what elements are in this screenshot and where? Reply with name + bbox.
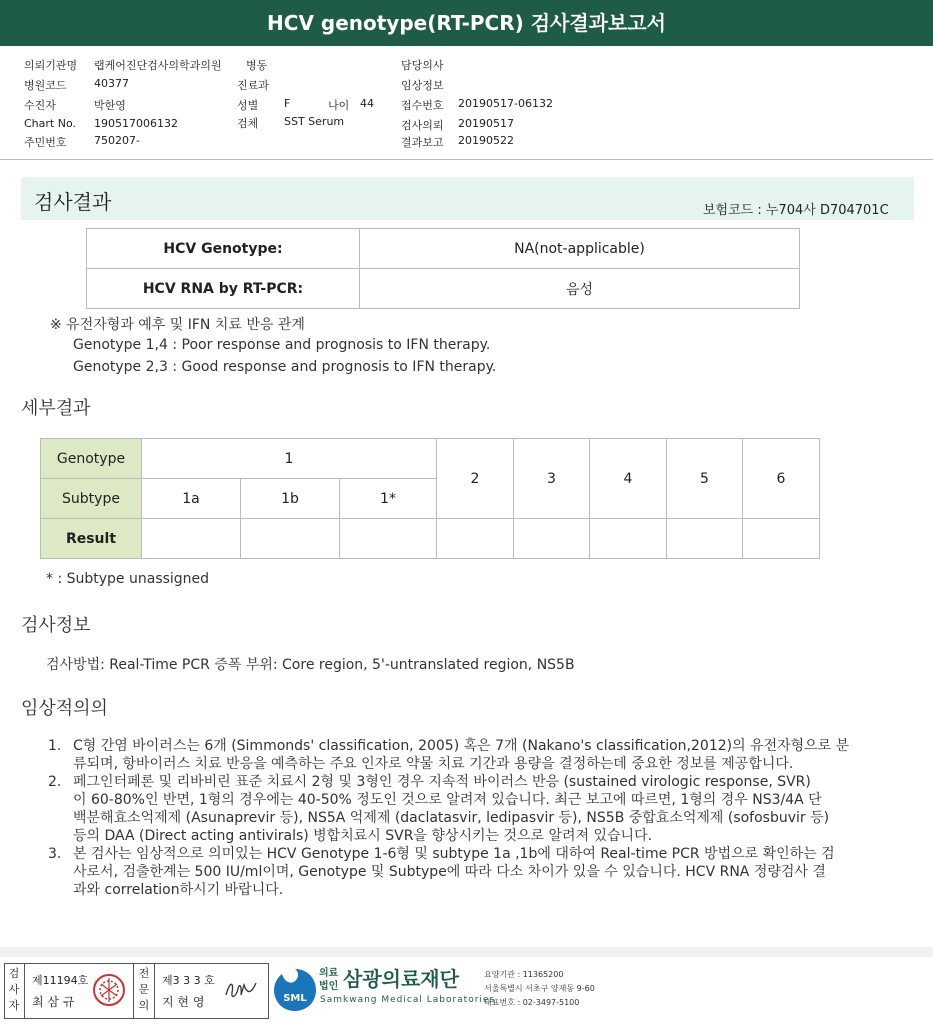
org-prefix: [319, 967, 338, 993]
result-cell: [590, 519, 667, 559]
genotype-cell: 4: [590, 439, 667, 519]
note-title: ※ 유전자형과 예후 및 IFN 치료 반응 관계: [50, 317, 305, 333]
footer-divider: [0, 947, 933, 957]
clinical-list: [46, 737, 922, 899]
result-cell: [743, 519, 820, 559]
result-cell: [437, 519, 514, 559]
specialist-label-char: 전: [138, 967, 150, 980]
inspector-seal: [92, 972, 126, 1008]
specialist-label-char: 문: [138, 983, 150, 996]
result-key: HCV RNA by RT-PCR:: [87, 269, 360, 309]
ward-label: 병동: [246, 59, 268, 72]
specialist-label-box: [133, 963, 155, 1019]
inspector-label-char: 사: [8, 983, 20, 996]
result-cell: [142, 519, 241, 559]
subtype-cell: 1a: [142, 479, 241, 519]
subtype-cell: 1b: [241, 479, 340, 519]
chart-value: 190517006132: [94, 117, 178, 130]
result-value: 음성: [360, 269, 800, 309]
sml-logo-icon: [270, 965, 320, 1015]
genotype-table: [40, 438, 820, 559]
result-cell: [514, 519, 590, 559]
request-date-label: 검사의뢰: [401, 119, 444, 132]
org-address: 서울특별시 서초구 양재동 9-60: [484, 984, 595, 993]
genotype-cell: 3: [514, 439, 590, 519]
list-line: C형 간염 바이러스는 6개 (Simmonds' classification, 2005) 혹은 7개 (Nakano's classification,2012)의 유전자형으로 분: [73, 738, 850, 754]
specimen-label: 검체: [237, 117, 259, 130]
result-value: NA(not-applicable): [360, 229, 800, 269]
org-name: 삼광의료재단: [343, 967, 459, 991]
list-line: 등의 DAA (Direct acting antivirals) 병합치료시 SVR을 향상시키는 것으로 알려져 있습니다.: [73, 828, 653, 844]
resident-value: 750207-: [94, 134, 140, 147]
specialist-name: 지 현 영: [162, 995, 205, 1009]
inspector-number: 제11194호: [32, 974, 89, 987]
accession-label: 접수번호: [401, 99, 444, 112]
specialist-label-char: 의: [138, 999, 150, 1012]
note-line: Genotype 1,4 : Poor response and prognosis to IFN therapy.: [73, 337, 491, 353]
logo-text: SML: [283, 993, 307, 1004]
result-cell: [340, 519, 437, 559]
specialist-number: 제3 3 3 호: [162, 974, 215, 987]
list-line: 백분해효소억제제 (Asunaprevir 등), NS5A 억제제 (daclatasvir, ledipasvir 등), NS5B 중합효소억제제 (sofosbuvir 등): [73, 810, 830, 826]
table-row: [87, 229, 800, 269]
sex-value: F: [284, 97, 291, 110]
list-item: [46, 845, 922, 899]
org-phone: 대표번호 : 02-3497-5100: [484, 998, 580, 1007]
note-line: Genotype 2,3 : Good response and prognosis to IFN therapy.: [73, 359, 497, 375]
list-number: 1.: [48, 738, 62, 754]
detail-section-title: 세부결과: [21, 398, 91, 419]
subtype-footnote: * : Subtype unassigned: [46, 571, 210, 587]
recipient-value: 박한영: [94, 99, 126, 112]
clinical-label: 임상정보: [401, 79, 444, 92]
table-row: [87, 269, 800, 309]
list-item: [46, 737, 922, 773]
genotype-header: Genotype: [41, 439, 142, 479]
attending-label: 담당의사: [401, 59, 444, 72]
subtype-cell: 1*: [340, 479, 437, 519]
accession-value: 20190517-06132: [458, 97, 553, 110]
age-value: 44: [360, 97, 374, 110]
genotype-cell: 1: [142, 439, 437, 479]
inspector-label-char: 자: [8, 999, 20, 1012]
table-row: [41, 439, 820, 479]
genotype-cell: 6: [743, 439, 820, 519]
insurance-code: 보험코드 : 누704사 D704701C: [703, 203, 889, 218]
inspector-name: 최 삼 규: [32, 995, 75, 1009]
clinical-section-title: 임상적의의: [21, 698, 108, 719]
genotype-cell: 5: [667, 439, 743, 519]
report-date-value: 20190522: [458, 134, 514, 147]
recipient-label: 수진자: [24, 99, 56, 112]
requester-label: 의뢰기관명: [24, 59, 78, 72]
inspector-label-char: 검: [8, 967, 20, 980]
list-line: 본 검사는 임상적으로 의미있는 HCV Genotype 1-6형 및 subtype 1a ,1b에 대하여 Real-time PCR 방법으로 확인하는 검: [73, 846, 835, 862]
result-cell: [667, 519, 743, 559]
result-table: [86, 228, 800, 309]
table-row: [41, 519, 820, 559]
genotype-cell: 2: [437, 439, 514, 519]
result-key: HCV Genotype:: [87, 229, 360, 269]
report-date-label: 결과보고: [401, 136, 444, 149]
result-cell: [241, 519, 340, 559]
list-line: 과와 correlation하시기 바랍니다.: [73, 882, 284, 898]
hospital-code-value: 40377: [94, 77, 129, 90]
sex-label: 성별: [237, 99, 259, 112]
report-title: HCV genotype(RT-PCR) 검사결과보고서: [0, 0, 933, 46]
org-prefix-line: 법인: [319, 981, 339, 992]
list-number: 2.: [48, 774, 62, 790]
requester-value: 랩케어진단검사의학과의원: [94, 59, 222, 72]
info-section-title: 검사정보: [21, 615, 91, 636]
list-number: 3.: [48, 846, 62, 862]
list-line: 류되며, 항바이러스 치료 반응을 예측하는 주요 인자로 약물 치료 기간과 용량을 결정하는데 중요한 정보를 제공합니다.: [73, 756, 794, 772]
dept-label: 진료과: [237, 79, 269, 92]
age-label: 나이: [328, 99, 350, 112]
chart-label: Chart No.: [24, 117, 76, 130]
org-code: 요양기관 : 11365200: [484, 970, 564, 979]
subtype-header: Subtype: [41, 479, 142, 519]
list-line: 이 60-80%인 반면, 1형의 경우에는 40-50% 정도인 것으로 알려져 있습니다. 최근 보고에 따르면, 1형의 경우 NS3/4A 단: [73, 792, 822, 808]
list-line: 페그인터페론 및 리바비린 표준 치료시 2형 및 3형인 경우 지속적 바이러스 반응 (sustained virologic response, SVR): [73, 774, 811, 790]
result-header: Result: [41, 519, 142, 559]
list-line: 사로서, 검출한계는 500 IU/ml이며, Genotype 및 Subtype에 따라 다소 차이가 있을 수 있습니다. HCV RNA 정량검사 결: [73, 864, 826, 880]
result-section-title: 검사결과: [34, 190, 112, 214]
specimen-value: SST Serum: [284, 115, 345, 128]
hospital-code-label: 병원코드: [24, 79, 67, 92]
org-english-name: Samkwang Medical Laboratories: [320, 995, 496, 1005]
org-prefix-line: 의료: [319, 968, 339, 979]
request-date-value: 20190517: [458, 117, 514, 130]
list-item: [46, 773, 922, 845]
test-method: 검사방법: Real-Time PCR 증폭 부위: Core region, 5'-untranslated region, NS5B: [46, 657, 575, 673]
divider: [0, 159, 933, 160]
signature-icon: [222, 975, 260, 1005]
inspector-label-box: [4, 963, 25, 1019]
resident-label: 주민번호: [24, 136, 67, 149]
